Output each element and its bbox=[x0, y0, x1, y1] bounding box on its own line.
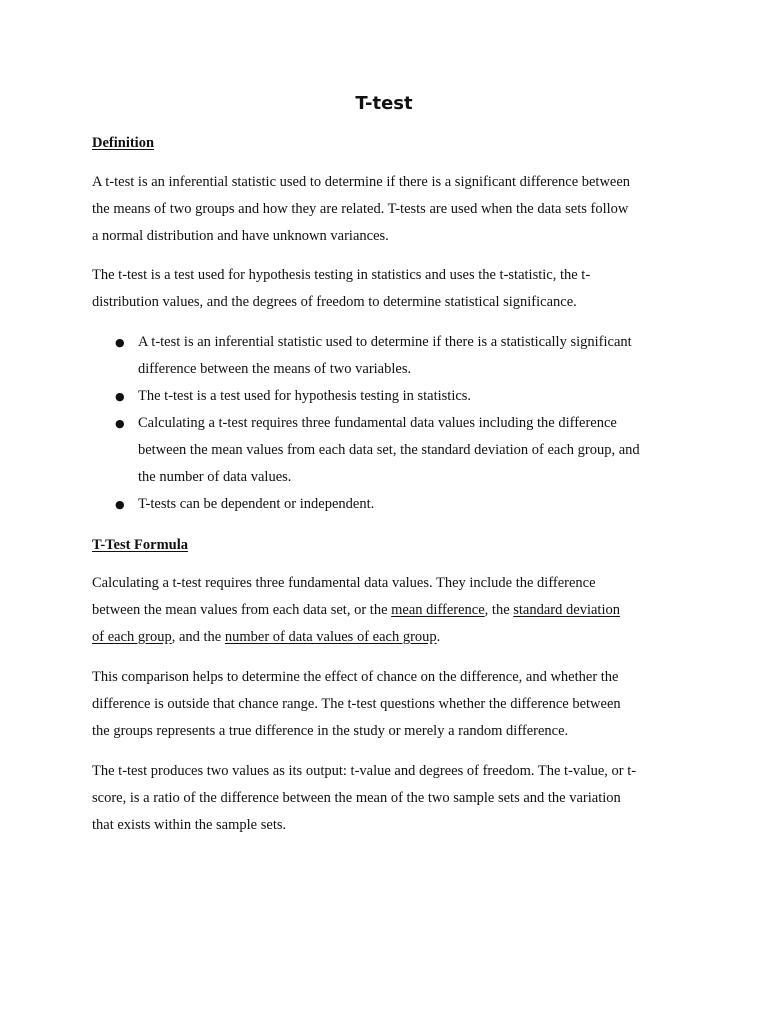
list-item bbox=[92, 329, 692, 383]
definition-paragraph-1 bbox=[92, 169, 682, 250]
list-item bbox=[92, 383, 692, 410]
standard-deviation-link[interactable]: standard deviation bbox=[513, 602, 620, 618]
formula-paragraph-1 bbox=[92, 570, 682, 651]
text-line bbox=[92, 624, 682, 651]
text-line: difference between the means of two variables. bbox=[138, 361, 412, 377]
text-span: , and the bbox=[171, 629, 225, 645]
bullet-icon: ● bbox=[115, 498, 125, 511]
text-line: The t-test is a test used for hypothesis testing in statistics. bbox=[138, 388, 472, 404]
formula-paragraph-3 bbox=[92, 758, 682, 839]
text-line: the groups represents a true difference in the study or merely a random difference. bbox=[92, 723, 569, 739]
text-line: between the mean values from each data set, the standard deviation of each group, and bbox=[138, 442, 640, 458]
key-points-list bbox=[92, 329, 692, 518]
text-line: This comparison helps to determine the effect of chance on the difference, and whether the bbox=[92, 669, 619, 685]
text-line: difference is outside that chance range. The t-test questions whether the difference between bbox=[92, 696, 621, 712]
text-line: the means of two groups and how they are related. T-tests are used when the data sets follow bbox=[92, 201, 629, 217]
text-line: A t-test is an inferential statistic used to determine if there is a statistically significant bbox=[138, 334, 632, 350]
bullet-icon: ● bbox=[115, 390, 125, 403]
text-span: , the bbox=[484, 602, 514, 618]
text-line: that exists within the sample sets. bbox=[92, 817, 287, 833]
list-item bbox=[92, 491, 692, 518]
number-of-data-values-link[interactable]: number of data values of each group bbox=[224, 629, 437, 645]
formula-paragraph-2 bbox=[92, 664, 682, 745]
text-line bbox=[92, 597, 682, 624]
text-line: The t-test produces two values as its output: t-value and degrees of freedom. The t-value, or t- bbox=[92, 763, 637, 779]
text-span: . bbox=[436, 629, 441, 645]
text-line: score, is a ratio of the difference between the mean of the two sample sets and the variation bbox=[92, 790, 621, 806]
formula-heading: T-Test Formula bbox=[92, 537, 189, 553]
list-item bbox=[92, 410, 692, 491]
definition-paragraph-2 bbox=[92, 262, 682, 316]
text-line: Calculating a t-test requires three fundamental data values. They include the difference bbox=[92, 575, 596, 591]
text-line: a normal distribution and have unknown variances. bbox=[92, 228, 389, 244]
text-line: distribution values, and the degrees of freedom to determine statistical significance. bbox=[92, 294, 577, 310]
text-span: between the mean values from each data set, or the bbox=[92, 602, 392, 618]
definition-heading: Definition bbox=[92, 135, 155, 151]
text-line: The t-test is a test used for hypothesis testing in statistics and uses the t-statistic, the t- bbox=[92, 267, 591, 283]
mean-difference-link[interactable]: mean difference bbox=[391, 602, 485, 618]
text-line: Calculating a t-test requires three fundamental data values including the difference bbox=[138, 415, 617, 431]
page-title: T-test bbox=[355, 93, 413, 114]
text-line: the number of data values. bbox=[138, 469, 292, 485]
text-line: T-tests can be dependent or independent. bbox=[138, 496, 375, 512]
text-line: A t-test is an inferential statistic used to determine if there is a significant difference between bbox=[92, 174, 631, 190]
bullet-icon: ● bbox=[115, 417, 125, 430]
bullet-icon: ● bbox=[115, 336, 125, 349]
standard-deviation-link-continued[interactable]: of each group bbox=[92, 629, 172, 645]
